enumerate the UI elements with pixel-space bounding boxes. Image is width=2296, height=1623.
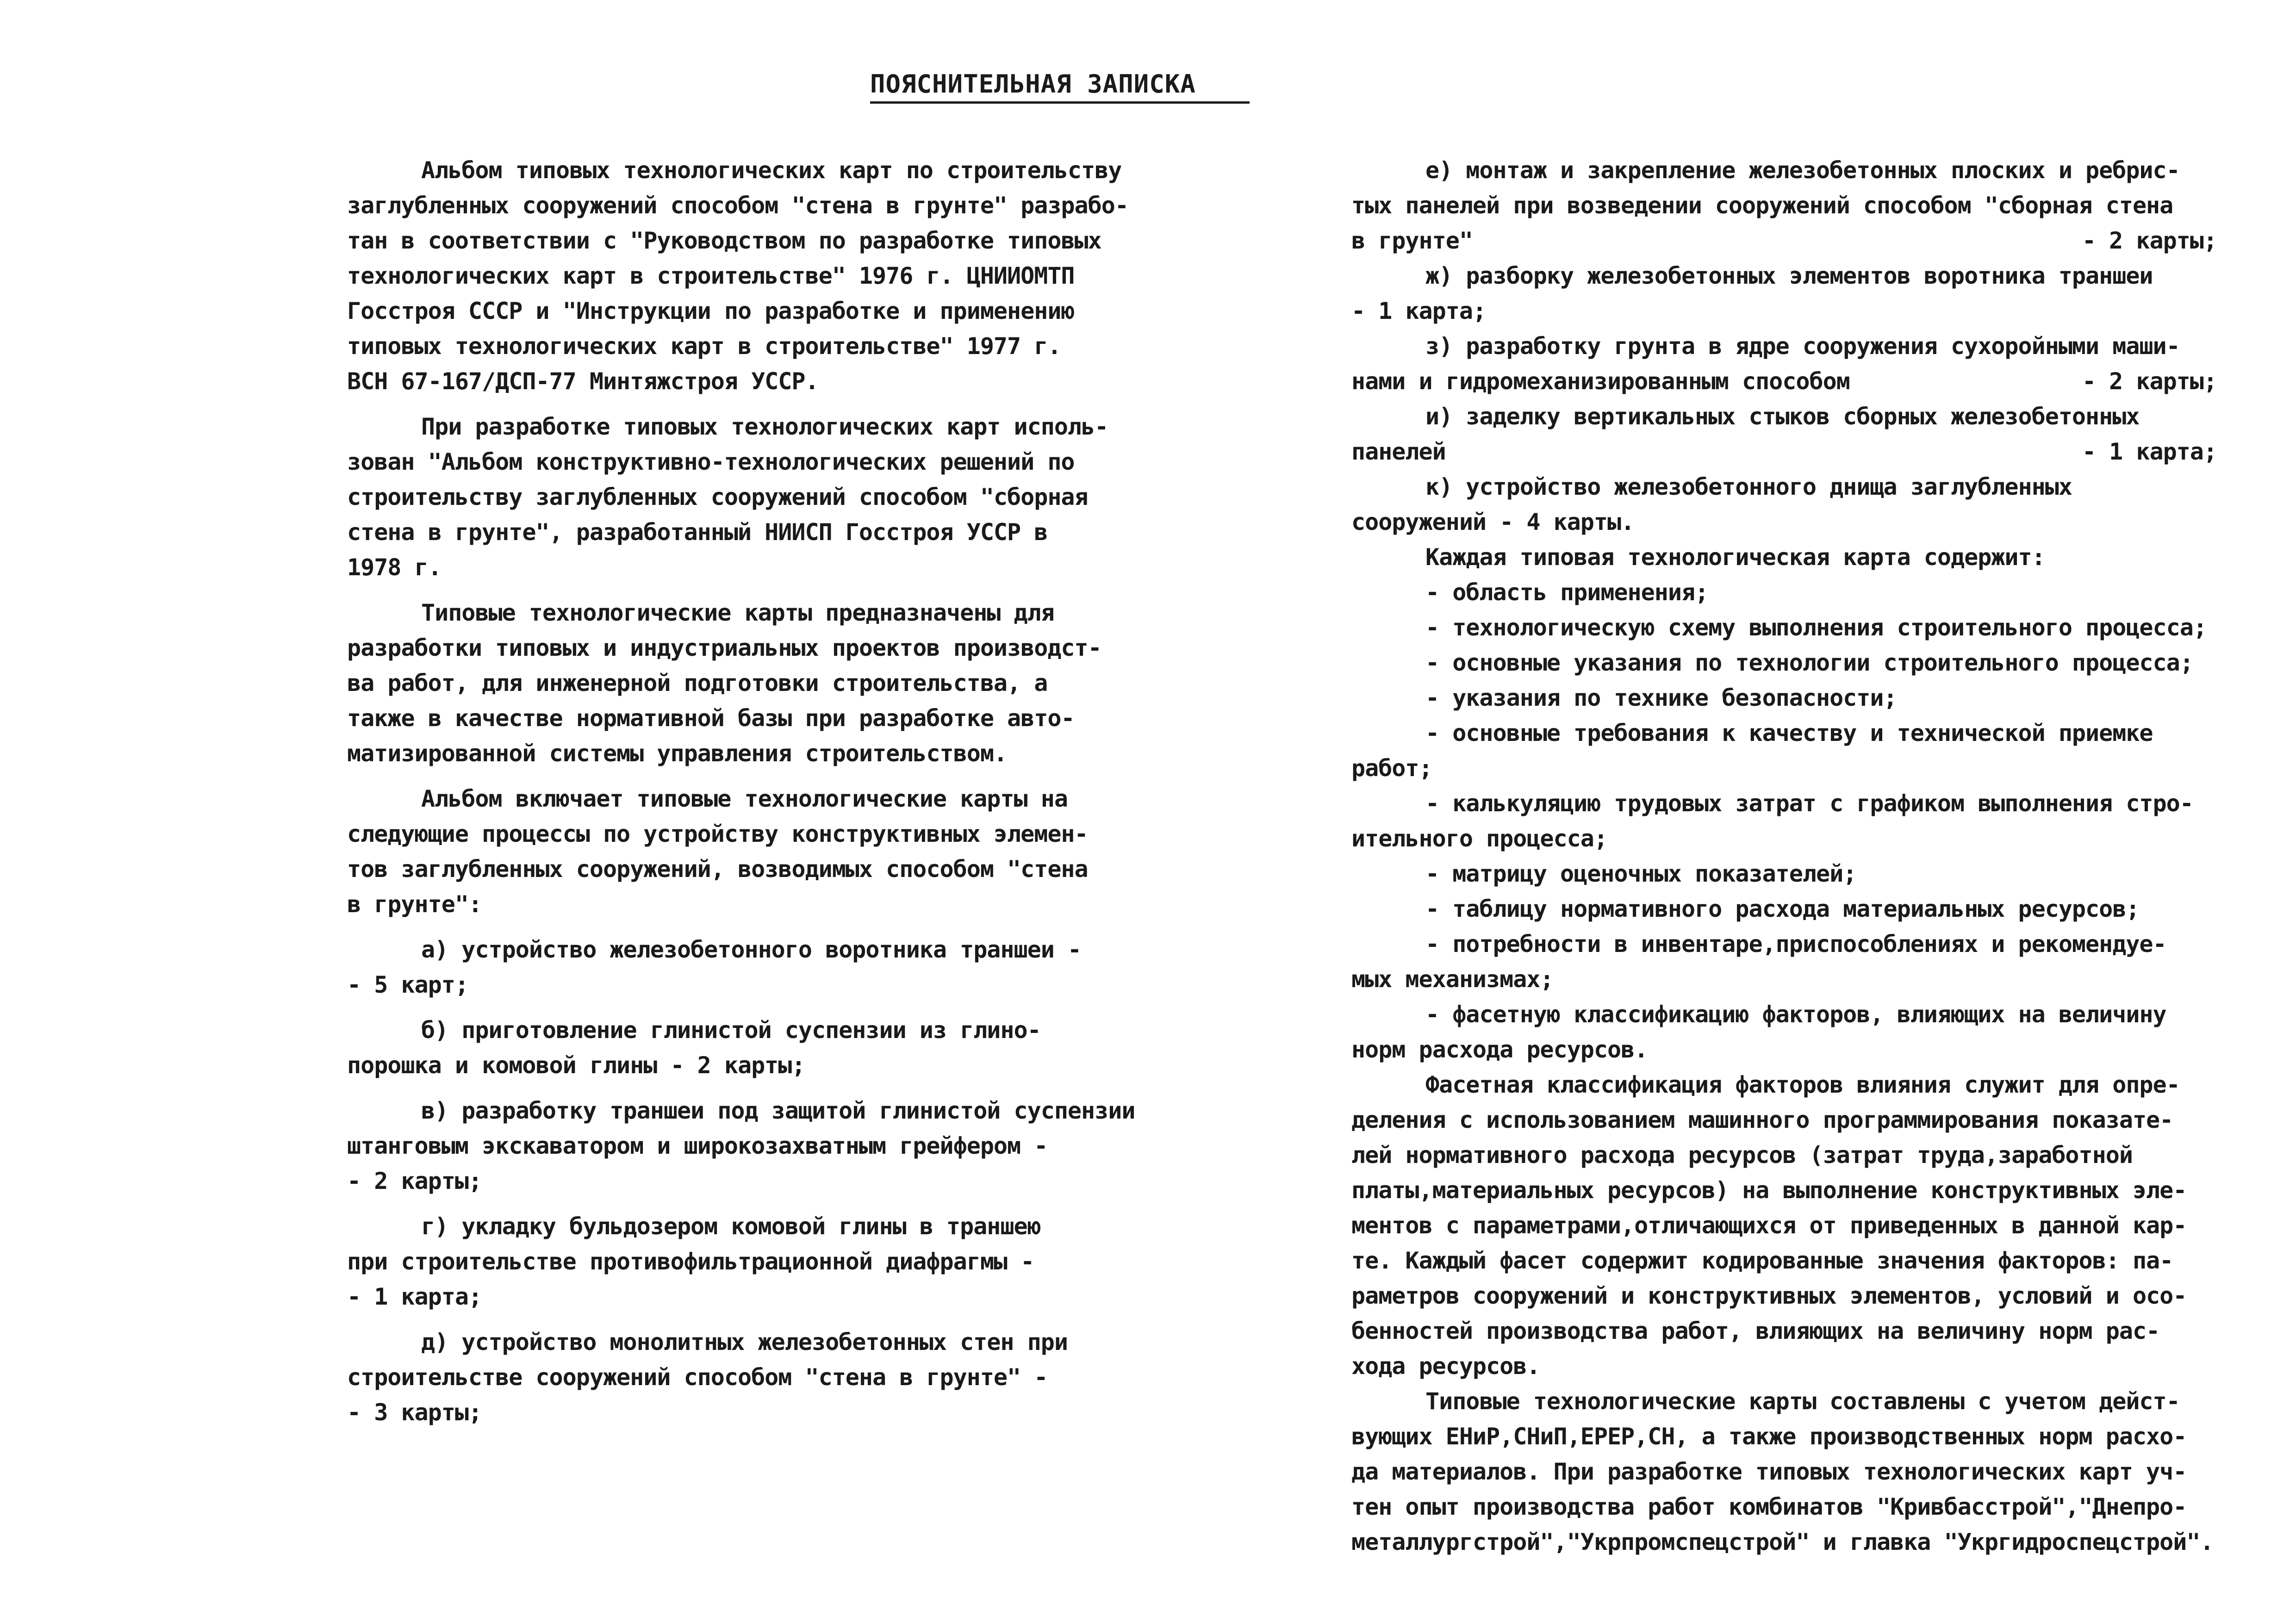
text-line: заглубленных сооружений способом "стена в грунте" разрабо-: [347, 192, 1128, 219]
text-line: - 1 карта;: [1351, 298, 1487, 324]
list-item-v: [273, 1093, 1135, 1199]
list-item-zh: [1277, 258, 2217, 329]
text-line: б) приготовление глинистой суспензии из глино-: [421, 1017, 1041, 1044]
text-line: ж) разборку железобетонных элементов воротника траншеи: [1425, 262, 2153, 289]
text-line: При разработке типовых технологических карт исполь-: [421, 413, 1108, 440]
list-item-i: [1277, 399, 2217, 469]
text-fragment: панелей: [1351, 438, 1446, 465]
list-item-d: [273, 1325, 1129, 1430]
text-line: матизированной системы управления строительством.: [347, 740, 1008, 767]
text-line: Госстроя СССР и "Инструкции по разработке и применению: [347, 298, 1075, 324]
count-label: - 2 карты;: [2082, 227, 2217, 254]
right-column: [1277, 153, 2217, 1560]
text-line: да материалов. При разработке типовых технологических карт уч-: [1351, 1458, 2187, 1485]
text-line: тан в соответствии с "Руководством по разработке типовых: [347, 227, 1101, 254]
text-line: платы,материальных ресурсов) на выполнение конструктивных эле-: [1351, 1177, 2187, 1204]
text-line: также в качестве нормативной базы при разработке авто-: [347, 705, 1075, 732]
contents-item: работ;: [1351, 755, 1432, 782]
text-line: те. Каждый фасет содержит кодированные значения факторов: па-: [1351, 1247, 2173, 1274]
text-line: тов заглубленных сооружений, возводимых способом "стена: [347, 856, 1088, 883]
text-line: - 3 карты;: [347, 1399, 482, 1426]
list-item-e: [1277, 153, 2217, 258]
contents-item: - основные указания по технологии строительного процесса;: [1425, 649, 2193, 676]
text-line: [1277, 434, 2217, 469]
text-line: лей нормативного расхода ресурсов (затрат труда,заработной: [1351, 1142, 2133, 1169]
contents-item: - технологическую схему выполнения строительного процесса;: [1425, 614, 2207, 641]
text-line: Фасетная классификация факторов влияния служит для опре-: [1425, 1071, 2180, 1098]
text-line: - 5 карт;: [347, 971, 468, 998]
text-line: в грунте":: [347, 891, 482, 918]
text-line: Каждая типовая технологическая карта содержит:: [1425, 544, 2045, 571]
text-line: раметров сооружений и конструктивных элементов, условий и осо-: [1351, 1282, 2187, 1309]
text-line: д) устройство монолитных железобетонных стен при: [421, 1329, 1068, 1356]
text-line: Типовые технологические карты предназначены для: [421, 599, 1054, 626]
contents-item: - область применения;: [1425, 579, 1709, 606]
text-line: г) укладку бульдозером комовой глины в траншею: [421, 1213, 1041, 1240]
text-line: в) разработку траншеи под защитой глинистой суспензии: [421, 1097, 1135, 1124]
text-line: - 1 карта;: [347, 1283, 482, 1310]
contents-item: - потребности в инвентаре,приспособлениях и рекомендуе-: [1425, 931, 2166, 958]
text-line: следующие процессы по устройству конструктивных элемен-: [347, 821, 1088, 847]
text-line: строительству заглубленных сооружений способом "сборная: [347, 484, 1088, 510]
text-line: [1277, 223, 2217, 258]
text-line: к) устройство железобетонного днища заглубленных: [1425, 473, 2072, 500]
text-line: ментов с параметрами,отличающихся от приведенных в данной кар-: [1351, 1212, 2187, 1239]
contents-item: - калькуляцию трудовых затрат с графиком выполнения стро-: [1425, 790, 2193, 817]
text-line: тых панелей при возведении сооружений способом "сборная стена: [1351, 192, 2173, 219]
contents-item: норм расхода ресурсов.: [1351, 1036, 1648, 1063]
contents-item: - основные требования к качеству и технической приемке: [1425, 720, 2153, 746]
text-line: разработки типовых и индустриальных проектов производст-: [347, 634, 1101, 661]
text-line: е) монтаж и закрепление железобетонных плоских и ребрис-: [1425, 157, 2180, 184]
paragraph-album: [273, 409, 1129, 585]
text-fragment: в грунте": [1351, 227, 1473, 254]
text-line: при строительстве противофильтрационной диафрагмы -: [347, 1248, 1034, 1275]
text-line: деления с использованием машинного программирования показате-: [1351, 1107, 2173, 1133]
text-line: и) заделку вертикальных стыков сборных железобетонных: [1425, 403, 2140, 430]
text-line: тен опыт производства работ комбинатов "Кривбасстрой","Днепро-: [1351, 1493, 2187, 1520]
text-line: строительстве сооружений способом "стена в грунте" -: [347, 1364, 1048, 1391]
paragraph-purpose: [273, 595, 1129, 771]
text-line: технологических карт в строительстве" 1976 г. ЦНИИОМТП: [347, 262, 1075, 289]
paragraph-facet: [1277, 1067, 2217, 1384]
text-line: з) разработку грунта в ядре сооружения сухоройными маши-: [1425, 333, 2180, 360]
text-line: ва работ, для инженерной подготовки строительства, а: [347, 670, 1048, 696]
text-line: металлургстрой","Укрпромспецстрой" и главка "Укргидроспецстрой".: [1351, 1529, 2214, 1555]
text-line: 1978 г.: [347, 554, 442, 581]
text-line: Альбом включает типовые технологические карты на: [421, 785, 1068, 812]
text-line: ВСН 67-167/ДСП-77 Минтяжстроя УССР.: [347, 368, 819, 395]
list-item-z: [1277, 329, 2217, 399]
contents-item: - таблицу нормативного расхода материальных ресурсов;: [1425, 895, 2140, 922]
paragraph-contents: [1277, 540, 2217, 1067]
contents-item: - указания по технике безопасности;: [1425, 684, 1897, 711]
paragraph-intro: [273, 153, 1129, 399]
paragraph-includes: [273, 781, 1129, 922]
list-item-a: [273, 932, 1129, 1002]
list-item-b: [273, 1013, 1129, 1083]
page-title: ПОЯСНИТЕЛЬНАЯ ЗАПИСКА: [870, 69, 1250, 104]
text-line: Альбом типовых технологических карт по строительству: [421, 157, 1122, 184]
text-line: стена в грунте", разработанный НИИСП Госстроя УССР в: [347, 519, 1048, 546]
list-item-g: [273, 1209, 1129, 1314]
text-line: вующих ЕНиР,СНиП,ЕРЕР,СН, а также производственных норм расхо-: [1351, 1423, 2187, 1450]
count-label: - 1 карта;: [2082, 438, 2217, 465]
contents-item: мых механизмах;: [1351, 966, 1554, 993]
text-line: сооружений - 4 карты.: [1351, 509, 1635, 535]
text-line: зован "Альбом конструктивно-технологических решений по: [347, 448, 1075, 475]
text-line: а) устройство железобетонного воротника траншеи -: [421, 936, 1082, 963]
text-line: порошка и комовой глины - 2 карты;: [347, 1052, 805, 1079]
left-column: [273, 153, 1135, 1440]
paragraph-final: [1277, 1384, 2217, 1560]
contents-item: ительного процесса;: [1351, 825, 1607, 852]
text-line: типовых технологических карт в строительстве" 1977 г.: [347, 333, 1061, 360]
text-line: штанговым экскаватором и широкозахватным грейфером -: [347, 1132, 1048, 1159]
contents-item: - фасетную классификацию факторов, влияющих на величину: [1425, 1001, 2166, 1028]
count-label: - 2 карты;: [2082, 368, 2217, 395]
text-line: [1277, 364, 2217, 399]
text-line: хода ресурсов.: [1351, 1353, 1540, 1380]
text-fragment: нами и гидромеханизированным способом: [1351, 368, 1850, 395]
text-line: бенностей производства работ, влияющих на величину норм рас-: [1351, 1318, 2160, 1344]
contents-item: - матрицу оценочных показателей;: [1425, 860, 1857, 887]
text-line: Типовые технологические карты составлены с учетом дейст-: [1425, 1388, 2180, 1415]
list-item-k: [1277, 469, 2217, 540]
text-line: - 2 карты;: [347, 1168, 482, 1194]
